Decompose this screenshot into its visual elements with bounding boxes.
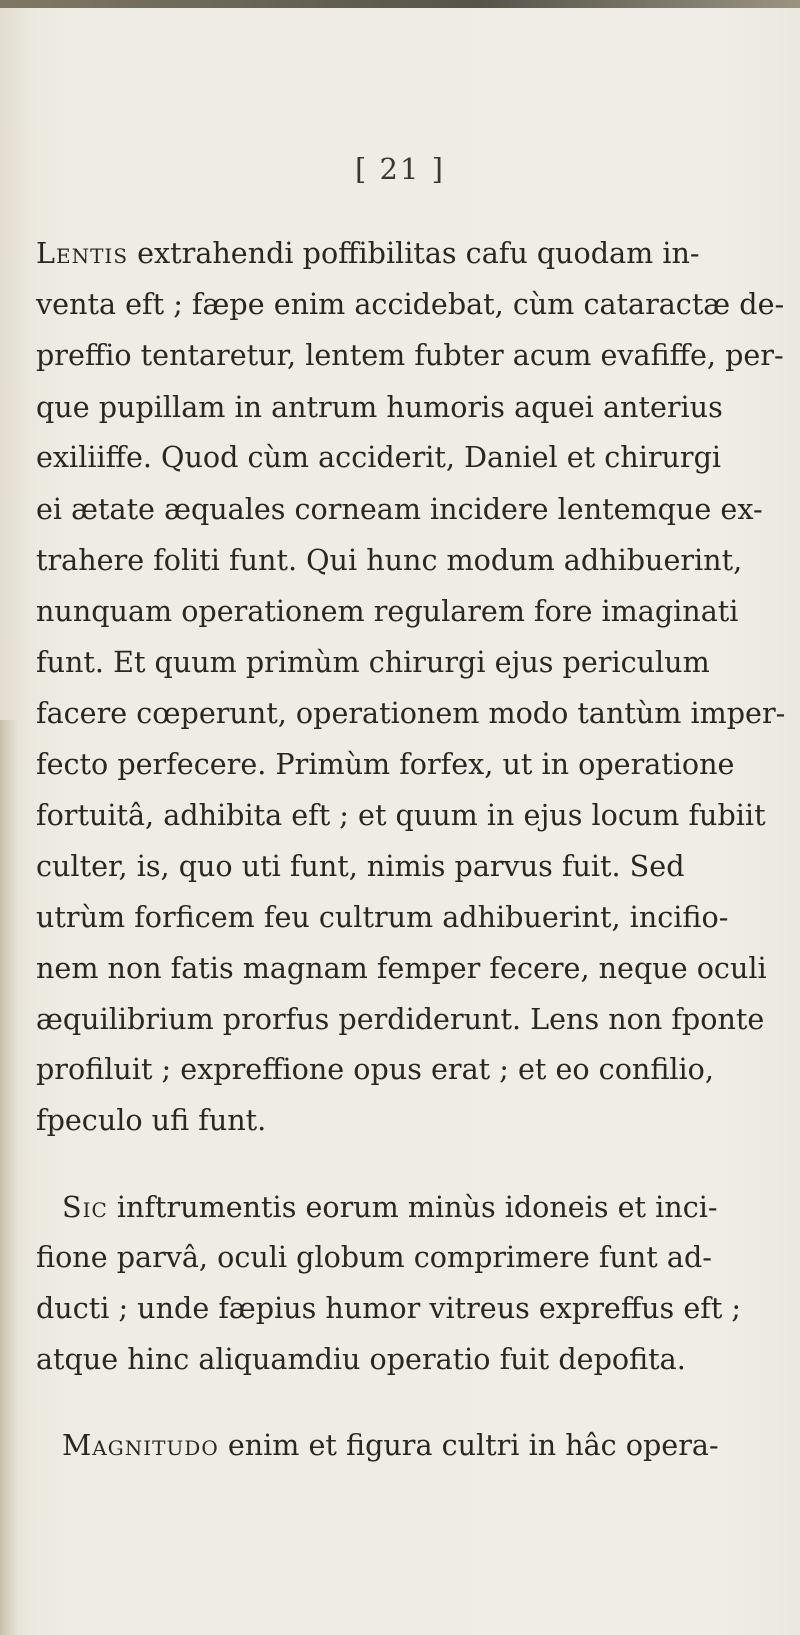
page-gutter-shadow bbox=[0, 720, 18, 1635]
line-text: enim et figura cultri in hâc opera- bbox=[218, 1428, 719, 1462]
text-line: preffio tentaretur, lentem fubter acum evafiffe, per- bbox=[36, 338, 784, 372]
text-line: fpeculo ufi funt. bbox=[36, 1103, 267, 1137]
paragraph-lead-word: Sic bbox=[62, 1190, 108, 1224]
text-line: æquilibrium prorfus perdiderunt. Lens non fponte bbox=[36, 1002, 765, 1036]
text-line: trahere foliti funt. Qui hunc modum adhibuerint, bbox=[36, 543, 743, 577]
page-number: [ 21 ] bbox=[355, 152, 445, 186]
text-line: nem non fatis magnam femper fecere, neque oculi bbox=[36, 951, 767, 985]
text-line: ducti ; unde fæpius humor vitreus expreffus eft ; bbox=[36, 1291, 742, 1325]
text-line: exiliiffe. Quod cùm acciderit, Daniel et chirurgi bbox=[36, 440, 722, 474]
text-line: atque hinc aliquamdiu operatio fuit depofita. bbox=[36, 1342, 686, 1376]
text-line bbox=[62, 1190, 718, 1224]
text-line: venta eft ; fæpe enim accidebat, cùm cataractæ de- bbox=[36, 287, 785, 321]
text-line: que pupillam in antrum humoris aquei anterius bbox=[36, 390, 723, 424]
text-line: fecto perfecere. Primùm forfex, ut in operatione bbox=[36, 747, 735, 781]
text-line: profiluit ; expreffione opus erat ; et eo confilio, bbox=[36, 1052, 714, 1086]
text-line: facere cœperunt, operationem modo tantùm imper- bbox=[36, 696, 786, 730]
paragraph-lead-word: Magnitudo bbox=[62, 1428, 219, 1462]
text-line: culter, is, quo uti funt, nimis parvus fuit. Sed bbox=[36, 849, 685, 883]
text-line: fortuitâ, adhibita eft ; et quum in ejus locum fubiit bbox=[36, 798, 766, 832]
top-edge-stain bbox=[0, 0, 800, 8]
text-line: fione parvâ, oculi globum comprimere funt ad- bbox=[36, 1240, 712, 1274]
text-line bbox=[36, 236, 700, 270]
text-line: funt. Et quum primùm chirurgi ejus periculum bbox=[36, 645, 710, 679]
text-line bbox=[62, 1428, 719, 1462]
line-text: inftrumentis eorum minùs idoneis et inci- bbox=[107, 1190, 718, 1224]
text-line: nunquam operationem regularem fore imaginati bbox=[36, 594, 739, 628]
text-line: ei ætate æquales corneam incidere lentemque ex- bbox=[36, 492, 763, 526]
paragraph-lead-word: Lentis bbox=[36, 236, 129, 270]
text-line: utrùm forficem feu cultrum adhibuerint, incifio- bbox=[36, 900, 729, 934]
line-text: extrahendi poffibilitas cafu quodam in- bbox=[128, 236, 700, 270]
